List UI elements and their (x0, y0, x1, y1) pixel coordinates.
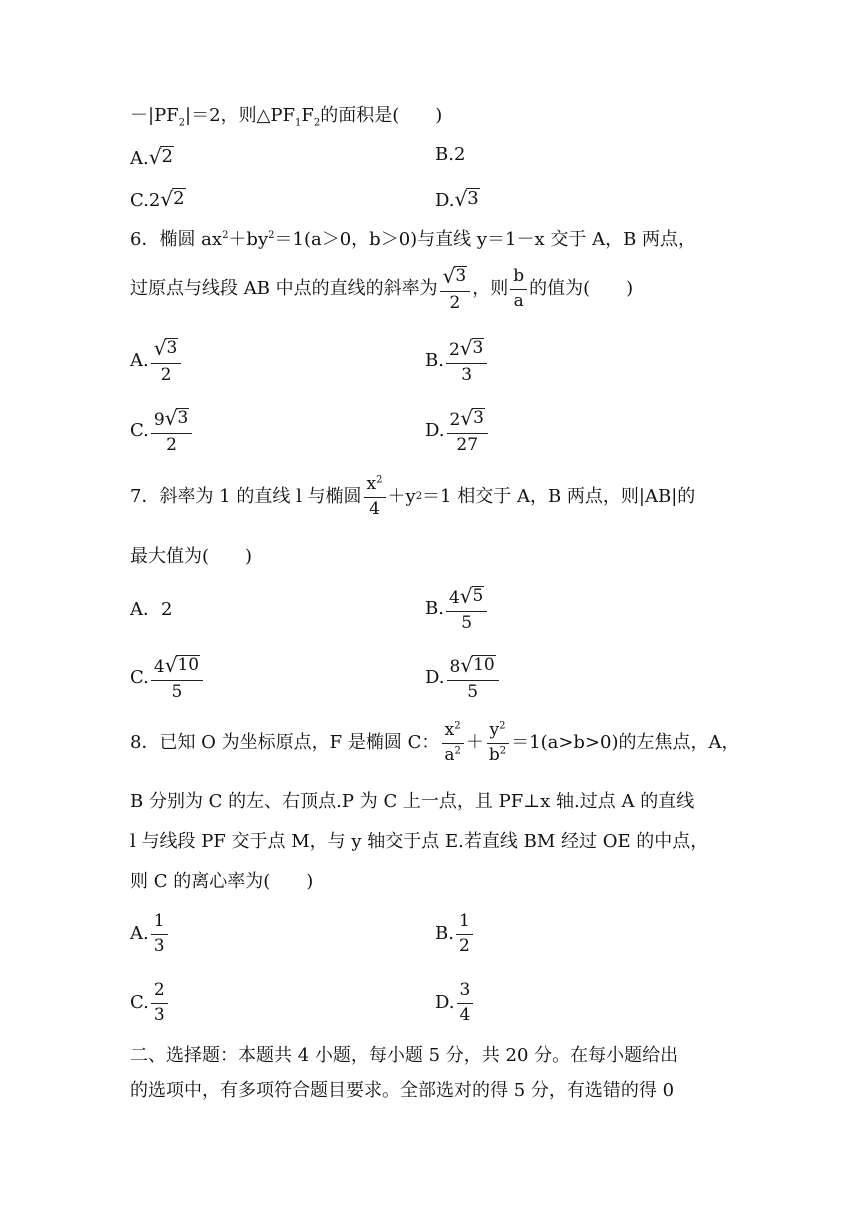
q8-l1b: ＝1(a>b>0)的左焦点，A， (511, 732, 740, 754)
q8-line2: B 分别为 C 的左、右顶点.P 为 C 上一点，且 PF⊥x 轴.过点 A 的直线 (130, 791, 695, 812)
q6-ba-num: b (510, 268, 527, 290)
q8-d-num: 3 (457, 982, 474, 1004)
q6-a-rad: 3 (166, 338, 178, 359)
q8-sup-y: 2 (499, 720, 506, 732)
q8-a-den: 3 (153, 935, 165, 956)
q6-b-coef: 2 (448, 340, 460, 360)
q7-option-d (425, 655, 501, 702)
fraction: 8 √ 10 5 (447, 655, 499, 702)
q6-option-a (130, 338, 183, 385)
q8-d-den: 4 (459, 1004, 471, 1025)
q7-d-den: 5 (467, 681, 479, 702)
q8-y: y (489, 720, 500, 740)
q8-c-num: 2 (151, 982, 168, 1004)
q6-c-den: 2 (166, 434, 177, 455)
q6-line2 (130, 266, 633, 313)
fraction (151, 982, 168, 1025)
q7-d-label: D. (425, 667, 445, 689)
q5-c-rad: 2 (173, 188, 185, 209)
q6-b-den: 3 (461, 364, 473, 385)
q8-line3: l 与线段 PF 交于点 M，与 y 轴交于点 E.若直线 BM 经过 OE 的中点， (130, 831, 709, 852)
q8-b-num: 1 (456, 913, 473, 935)
q5-stem-a: －|PF (130, 105, 179, 126)
fraction: 2 √ 3 3 (446, 338, 487, 385)
q8-d-label: D. (435, 992, 455, 1014)
q5-option-c (130, 188, 186, 210)
q5-sub1: 1 (295, 117, 302, 129)
q6-frac-rad: 3 (455, 266, 467, 287)
q6-frac-den: 2 (449, 292, 461, 313)
q7-line1: 7．斜率为 1 的直线 l 与椭圆 $\frac{x^2}{4}$ ＋y 2 ＝1 相交于 A，B 两点，则|AB|的 (130, 474, 696, 519)
q6-ba-den: a (513, 290, 524, 311)
q8-c-den: 3 (153, 1004, 165, 1025)
q6-d-rad: 3 (473, 408, 484, 429)
fraction (441, 722, 464, 765)
q8-b-label: B. (435, 923, 454, 945)
q7-b-label: B. (425, 598, 444, 620)
q6-sup: 2 (222, 230, 229, 241)
q5-stem-c: 的面积是( ) (320, 105, 443, 126)
q8-x: x (444, 720, 455, 740)
q6-c-rad: 3 (177, 408, 189, 429)
fraction: 2 √ 3 27 (447, 408, 488, 455)
q5-sub2: 2 (178, 117, 186, 129)
q7-c-coef: 4 (153, 657, 165, 677)
fraction: 9 √ 3 2 (151, 408, 192, 455)
q8-option-b (435, 913, 475, 956)
q7-sup: 2 (376, 474, 383, 486)
q6-l1b: ＋by (228, 229, 269, 250)
q8-option-c (130, 982, 170, 1025)
fraction (456, 913, 473, 956)
q7-l1a: 7．斜率为 1 的直线 l 与椭圆 (130, 486, 362, 508)
q8-sup-b: 2 (499, 745, 507, 757)
q8-c-label: C. (130, 992, 149, 1014)
q7-option-b (425, 586, 489, 633)
q8-line4: 则 C 的离心率为( ) (130, 871, 314, 892)
q8-option-a (130, 913, 170, 956)
q6-d-den: 27 (456, 434, 479, 455)
q5-sub2b: 2 (313, 117, 321, 129)
q6-option-c (130, 408, 194, 455)
section2-line2: 的选项中，有多项符合题目要求。全部选对的得 5 分，有选错的得 0 (130, 1080, 675, 1101)
q8-a-label: A. (130, 923, 149, 945)
q6-b-label: B. (425, 350, 444, 372)
q6-l2c: 的值为( ) (529, 278, 634, 300)
q8-b-den: 2 (458, 935, 470, 956)
q7-option-c (130, 655, 205, 702)
fraction (151, 913, 168, 956)
q8-plus: ＋ (465, 732, 484, 754)
q8-b: b (488, 744, 500, 765)
fraction: √ 3 2 (440, 266, 471, 313)
q7-b-coef: 4 (448, 588, 460, 608)
q5-option-a (130, 146, 174, 168)
q6-option-b (425, 338, 489, 385)
q6-b-rad: 3 (472, 338, 484, 359)
q6-a-label: A. (130, 350, 149, 372)
q6-l1c: ＝1(a＞0，b＞0)与直线 y＝1－x 交于 A，B 两点， (274, 229, 697, 250)
fraction (364, 476, 386, 519)
q6-l1a: 6．椭圆 ax (130, 229, 223, 250)
q5-stem-b: |＝2，则△PF (185, 105, 296, 126)
q5-option-b (435, 146, 465, 164)
q7-l1c: ＝1 相交于 A，B 两点，则|AB|的 (422, 486, 696, 508)
sqrt-symbol: √ 2 (148, 144, 173, 169)
q7-d-coef: 8 (449, 657, 461, 677)
q7-d-rad: 10 (473, 655, 495, 676)
fraction (457, 982, 474, 1025)
q6-c-coef: 9 (153, 410, 165, 430)
q5-b-label: B. (435, 144, 454, 165)
q6-c-label: C. (130, 420, 149, 442)
q5-d-rad: 3 (467, 188, 479, 209)
q7-den: 4 (369, 498, 380, 519)
q7-c-rad: 10 (177, 655, 200, 676)
q8-sup-a: 2 (454, 745, 461, 757)
sqrt-symbol: √ 2 (160, 186, 185, 211)
q5-F: F (301, 105, 314, 126)
q5-b-val: 2 (453, 144, 466, 165)
q7-option-a: A．2 (130, 599, 173, 620)
q8-line1 (130, 722, 740, 765)
q5-stem (130, 105, 443, 129)
q6-l2a: 过原点与线段 AB 中点的直线的斜率为 (130, 278, 438, 300)
q7-b-rad: 5 (472, 586, 484, 607)
fraction (510, 268, 527, 311)
q8-option-d (435, 982, 475, 1025)
q6-line1 (130, 231, 696, 249)
sqrt-symbol: √ 3 (454, 186, 479, 211)
q5-a-rad: 2 (161, 146, 173, 167)
q7-x: x (366, 474, 377, 494)
q6-d-coef: 2 (449, 410, 461, 430)
q7-b-den: 5 (461, 612, 473, 633)
q6-sup-b: 2 (268, 230, 275, 241)
fraction: 4 √ 10 5 (151, 655, 203, 702)
q7-l1b: ＋y (387, 486, 416, 508)
q7-line2: 最大值为( ) (130, 546, 253, 567)
q5-c-coef: 2 (148, 189, 161, 211)
q8-a: a (444, 744, 455, 765)
fraction (486, 722, 509, 765)
fraction: √ 3 2 (151, 338, 182, 385)
q6-a-den: 2 (160, 364, 172, 385)
q5-d-label: D. (435, 189, 455, 211)
q7-c-label: C. (130, 667, 149, 689)
q5-c-label: C. (130, 189, 149, 211)
q5-a-label: A. (130, 147, 149, 169)
fraction: 4 √ 5 5 (446, 586, 487, 633)
q6-d-label: D. (425, 420, 445, 442)
q8-l1a: 8．已知 O 为坐标原点，F 是椭圆 C： (130, 732, 440, 754)
q7-c-den: 5 (171, 681, 183, 702)
section2-line1: 二、选择题：本题共 4 小题，每小题 5 分，共 20 分。在每小题给出 (130, 1045, 679, 1066)
q8-a-num: 1 (151, 913, 168, 935)
q5-option-d (435, 188, 480, 210)
q6-option-d (425, 408, 490, 455)
q6-l2b: ，则 (472, 278, 509, 300)
q8-sup-x: 2 (454, 720, 461, 732)
